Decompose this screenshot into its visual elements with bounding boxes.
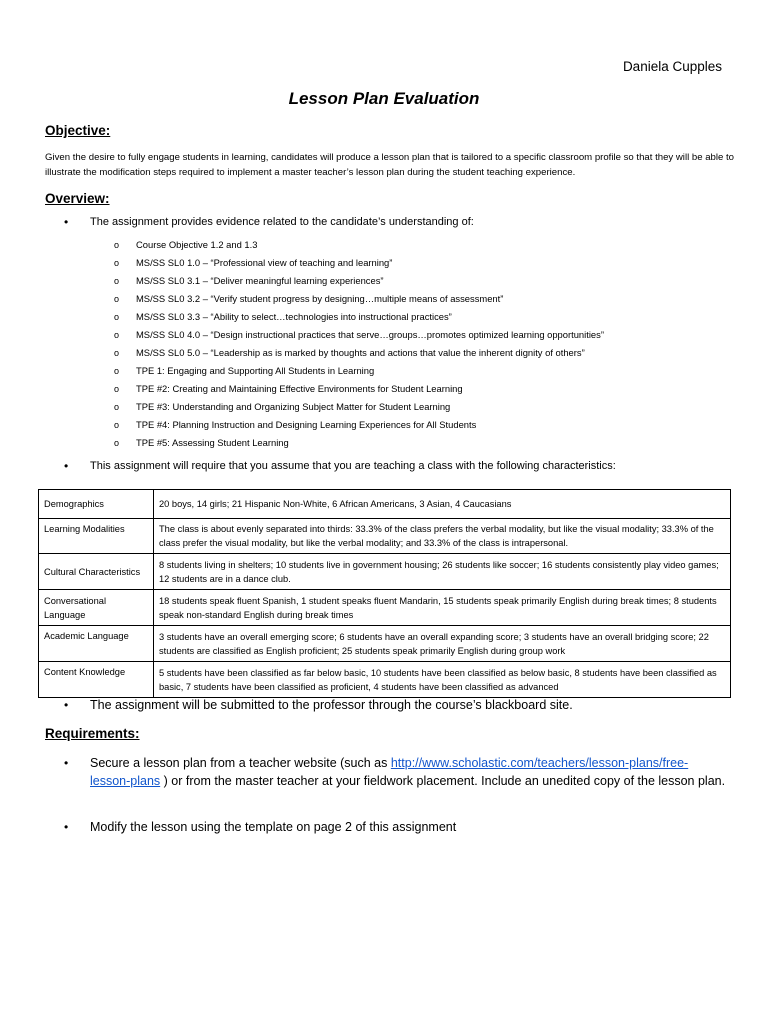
table-row xyxy=(39,590,731,626)
objective-text: Given the desire to fully engage students in learning, candidates will produce a lesson plan that is tailored to a specific classroom profile so that they will be able to illustrate the modification steps required to implement a master teacher’s lesson plan during the student teaching experience. xyxy=(45,152,735,178)
row-value: 8 students living in shelters; 10 students live in government housing; 26 students like soccer; 16 students consistently play video games; 12 students are in a dance club. xyxy=(154,554,731,590)
row-label: Academic Language xyxy=(39,626,154,662)
overview-bullet-class xyxy=(66,460,616,472)
row-label: Cultural Characteristics xyxy=(39,554,154,590)
list-item: o TPE #5: Assessing Student Learning xyxy=(114,434,604,452)
list-item: o MS/SS SL0 3.2 – “Verify student progress by designing…multiple means of assessment” xyxy=(114,290,604,308)
list-item: o TPE #3: Understanding and Organizing Subject Matter for Student Learning xyxy=(114,398,604,416)
bullet-text xyxy=(90,754,726,790)
document-title: Lesson Plan Evaluation xyxy=(288,89,480,108)
row-label: Demographics xyxy=(39,490,154,519)
requirements-heading: Requirements: xyxy=(45,726,140,741)
overview-bullet-evidence xyxy=(66,216,474,228)
row-value: 5 students have been classified as far below basic, 10 students have been classified as below basic, 8 students have been classified as basic, 7 students have been classified as proficient, 4 students have been classified as advanced xyxy=(154,662,731,698)
table-row xyxy=(39,554,731,590)
table-row xyxy=(39,662,731,698)
requirement-text-after: ) or from the master teacher at your fieldwork placement. Include an unedited copy of the lesson plan. xyxy=(160,774,726,788)
list-item: o MS/SS SL0 1.0 – “Professional view of teaching and learning” xyxy=(114,254,604,272)
table-row xyxy=(39,519,731,554)
objective-heading: Objective: xyxy=(45,123,111,138)
bullet-text: • The assignment provides evidence related to the candidate’s understanding of: xyxy=(90,216,474,228)
bullet-text: • This assignment will require that you assume that you are teaching a class with the following characteristics: xyxy=(90,460,616,472)
row-value: 20 boys, 14 girls; 21 Hispanic Non-White, 6 African Americans, 3 Asian, 4 Caucasians xyxy=(154,490,731,519)
row-value: 3 students have an overall emerging score; 6 students have an overall expanding score; 3 students have an overall bridging score; 22 students are classified as English proficient; 25 students speak primarily English during group work xyxy=(154,626,731,662)
list-item: o MS/SS SL0 3.1 – “Deliver meaningful learning experiences” xyxy=(114,272,604,290)
requirement-modify xyxy=(66,818,726,836)
list-item: o MS/SS SL0 4.0 – “Design instructional practices that serve…groups…promotes optimized learning opportunities” xyxy=(114,326,604,344)
list-item: o MS/SS SL0 5.0 – “Leadership as is marked by thoughts and actions that value the inherent dignity of others” xyxy=(114,344,604,362)
scholastic-link[interactable]: http://www.scholastic.com/teachers/lesson-plans/free-lesson-plans xyxy=(90,756,689,788)
list-item: o TPE 1: Engaging and Supporting All Students in Learning xyxy=(114,362,604,380)
row-value: The class is about evenly separated into thirds: 33.3% of the class prefers the verbal modality, but like the visual modality; 33.3% of the class prefer the visual modality, but like the verbal modality; and 33.3% of the class is intrapersonal. xyxy=(154,519,731,554)
list-item: o TPE #2: Creating and Maintaining Effective Environments for Student Learning xyxy=(114,380,604,398)
row-label: Learning Modalities xyxy=(39,519,154,554)
row-label: Conversational Language xyxy=(39,590,154,626)
bullet-text: • The assignment will be submitted to the professor through the course’s blackboard site. xyxy=(90,698,573,712)
row-label: Content Knowledge xyxy=(39,662,154,698)
submission-bullet xyxy=(66,696,726,714)
list-item: o MS/SS SL0 3.3 – “Ability to select…technologies into instructional practices” xyxy=(114,308,604,326)
author-name: Daniela Cupples xyxy=(622,59,722,74)
list-item: o Course Objective 1.2 and 1.3 xyxy=(114,236,604,254)
overview-heading: Overview: xyxy=(45,191,110,206)
list-item: o TPE #4: Planning Instruction and Designing Learning Experiences for All Students xyxy=(114,416,604,434)
requirement-lesson-plan xyxy=(66,754,726,790)
objectives-list xyxy=(114,236,604,452)
bullet-text: • Modify the lesson using the template on page 2 of this assignment xyxy=(90,820,457,834)
class-characteristics-table xyxy=(38,489,731,698)
row-value: 18 students speak fluent Spanish, 1 student speaks fluent Mandarin, 15 students speak primarily English during break times; 8 students speak non-standard English during break times xyxy=(154,590,731,626)
requirement-text-before: Secure a lesson plan from a teacher website (such as xyxy=(90,756,391,770)
table-row xyxy=(39,626,731,662)
table-row xyxy=(39,490,731,519)
